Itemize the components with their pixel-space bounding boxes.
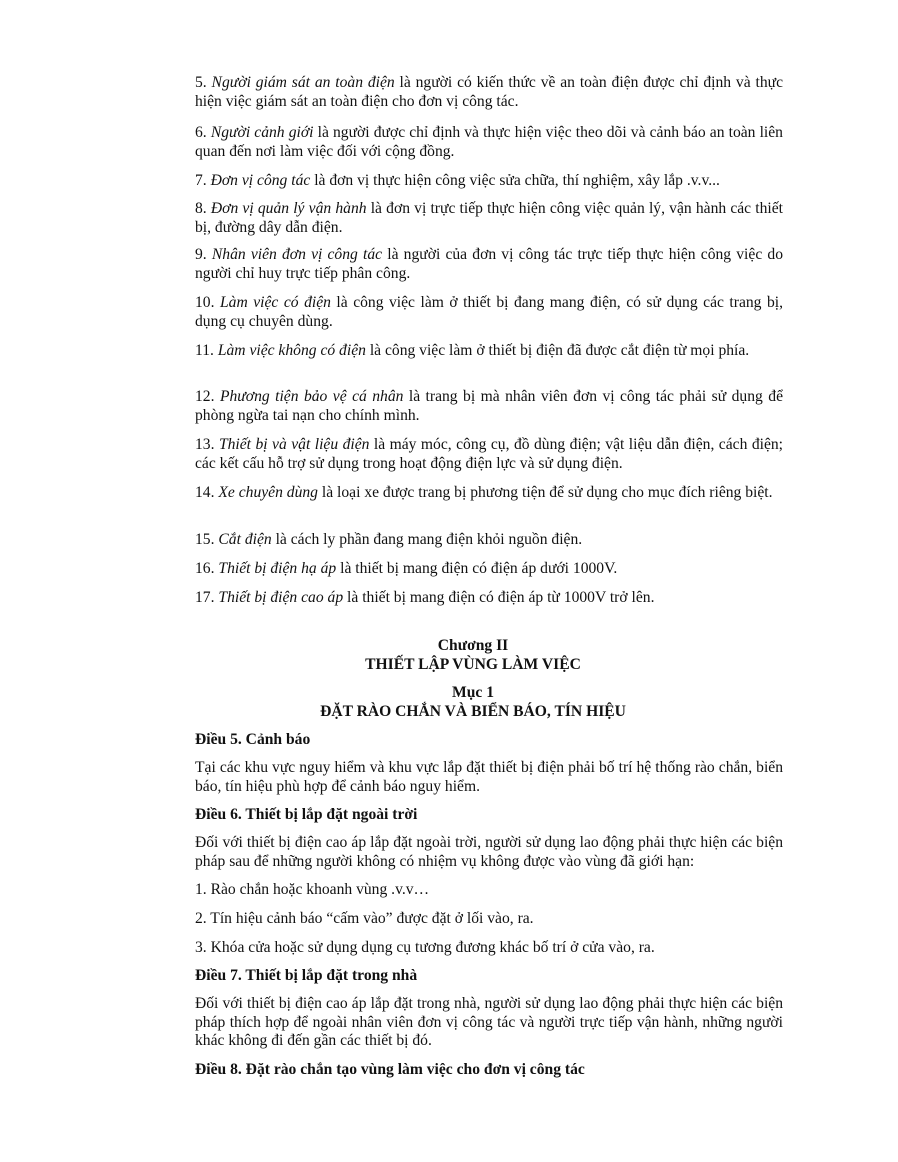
- definition-5: 5. Người giám sát an toàn điện là người có kiến thức về an toàn điện được chỉ định và thực hiện việc giám sát an toàn điện cho đơn vị công tác.: [195, 74, 783, 110]
- definition-16: 16. Thiết bị điện hạ áp là thiết bị mang điện có điện áp dưới 1000V.: [195, 560, 618, 577]
- article-6-text: Đối với thiết bị điện cao áp lắp đặt ngoài trời, người sử dụng lao động phải thực hiện các biện pháp sau để những người không có nhiệm vụ không được vào vùng đã giới hạn:: [195, 834, 783, 870]
- definition-term: Đơn vị công tác: [210, 172, 311, 189]
- definition-term: Làm việc có điện: [220, 294, 331, 311]
- definition-14: 14. Xe chuyên dùng là loại xe được trang bị phương tiện để sử dụng cho mục đích riêng biệt.: [195, 484, 773, 501]
- chapter-title: THIẾT LẬP VÙNG LÀM VIỆC: [365, 656, 581, 673]
- definition-9: 9. Nhân viên đơn vị công tác là người của đơn vị công tác trực tiếp thực hiện công việc do người chỉ huy trực tiếp phân công.: [195, 246, 784, 282]
- definition-term: Nhân viên đơn vị công tác: [211, 246, 383, 263]
- definition-6: 6. Người cảnh giới là người được chỉ định và thực hiện việc theo dõi và cảnh báo an toàn liên quan đến nơi làm việc đối với cộng đồng.: [195, 124, 783, 160]
- section-label: Mục 1: [451, 684, 494, 701]
- definition-12: 12. Phương tiện bảo vệ cá nhân là trang bị mà nhân viên đơn vị công tác phải sử dụng để phòng ngừa tai nạn cho chính mình.: [195, 388, 783, 424]
- definition-term: Phương tiện bảo vệ cá nhân: [219, 388, 404, 405]
- definition-10: 10. Làm việc có điện là công việc làm ở thiết bị đang mang điện, có sử dụng các trang bị, dụng cụ chuyên dùng.: [195, 294, 783, 330]
- article-6-item-1: 1. Rào chắn hoặc khoanh vùng .v.v…: [195, 881, 430, 898]
- definition-8: 8. Đơn vị quản lý vận hành là đơn vị trực tiếp thực hiện công việc quản lý, vận hành các thiết bị, đường dây dẫn điện.: [195, 200, 783, 236]
- definition-term: Xe chuyên dùng: [218, 484, 318, 501]
- article-5-text: Tại các khu vực nguy hiểm và khu vực lắp đặt thiết bị điện phải bố trí hệ thống rào chắn, biển báo, tín hiệu phù hợp để cảnh báo nguy hiểm.: [195, 759, 783, 795]
- definition-term: Người cảnh giới: [210, 124, 314, 141]
- article-6-item-2: 2. Tín hiệu cảnh báo “cấm vào” được đặt ở lối vào, ra.: [195, 910, 534, 927]
- article-6-heading: Điều 6. Thiết bị lắp đặt ngoài trời: [195, 806, 418, 823]
- definition-15: 15. Cắt điện là cách ly phần đang mang điện khỏi nguồn điện.: [195, 531, 583, 548]
- definition-term: Người giám sát an toàn điện: [211, 74, 395, 91]
- definition-17: 17. Thiết bị điện cao áp là thiết bị mang điện có điện áp từ 1000V trở lên.: [195, 589, 655, 606]
- definition-13: 13. Thiết bị và vật liệu điện là máy móc, công cụ, đồ dùng điện; vật liệu dẫn điện, cách điện; các kết cấu hỗ trợ sử dụng trong hoạt động điện lực và sử dụng điện.: [195, 436, 784, 472]
- definition-7: 7. Đơn vị công tác là đơn vị thực hiện công việc sửa chữa, thí nghiệm, xây lắp .v.v...: [195, 172, 720, 189]
- chapter-label: Chương II: [437, 637, 509, 654]
- article-6-item-3: 3. Khóa cửa hoặc sử dụng dụng cụ tương đương khác bố trí ở cửa vào, ra.: [195, 939, 655, 956]
- section-title: ĐẶT RÀO CHẮN VÀ BIỂN BÁO, TÍN HIỆU: [320, 703, 626, 720]
- article-7-text: Đối với thiết bị điện cao áp lắp đặt trong nhà, người sử dụng lao động phải thực hiện các biện pháp thích hợp để ngoài nhân viên đơn vị công tác và người trực tiếp vận hành, những người khác không đi đến gần các thiết bị đó.: [195, 995, 783, 1049]
- article-5-heading: Điều 5. Cảnh báo: [195, 731, 311, 748]
- definition-term: Thiết bị điện hạ áp: [218, 560, 337, 577]
- definition-term: Đơn vị quản lý vận hành: [210, 200, 367, 217]
- definition-term: Thiết bị và vật liệu điện: [218, 436, 370, 453]
- article-8-heading: Điều 8. Đặt rào chắn tạo vùng làm việc cho đơn vị công tác: [195, 1061, 585, 1078]
- definition-11: 11. Làm việc không có điện là công việc làm ở thiết bị điện đã được cắt điện từ mọi phía.: [195, 342, 750, 359]
- definition-term: Cắt điện: [218, 531, 272, 548]
- definition-term: Thiết bị điện cao áp: [218, 589, 344, 606]
- definition-term: Làm việc không có điện: [217, 342, 366, 359]
- article-7-heading: Điều 7. Thiết bị lắp đặt trong nhà: [195, 967, 418, 984]
